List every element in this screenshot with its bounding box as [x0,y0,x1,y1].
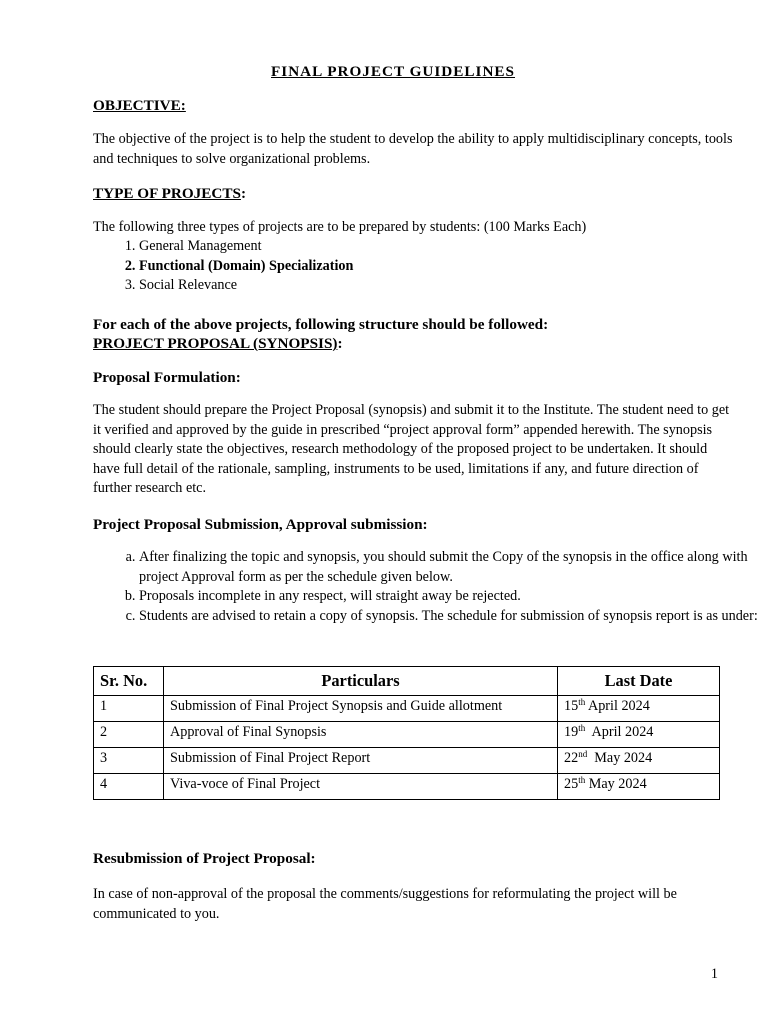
row-sr-no: 1 [94,696,164,722]
project-proposal-heading-colon: : [337,335,343,352]
row-last-date [558,722,720,748]
date-day: 25 [564,776,579,792]
date-rest: April 2024 [585,698,650,714]
date-day: 19 [564,724,579,740]
project-proposal-heading [93,334,343,354]
type-of-projects-heading-text: TYPE OF PROJECTS [93,185,241,202]
project-type-item: 2. Functional (Domain) Specialization [139,257,759,277]
submission-item: b. Proposals incomplete in any respect, will straight away be rejected. [139,587,759,607]
row-last-date [558,748,720,774]
header-sr-no: Sr. No. [94,667,164,696]
date-day: 22 [564,750,579,766]
resubmission-heading: Resubmission of Project Proposal: [93,850,316,867]
page-title: FINAL PROJECT GUIDELINES [271,63,515,80]
submission-list [100,548,759,626]
project-proposal-heading-text: PROJECT PROPOSAL (SYNOPSIS) [93,335,338,352]
objective-text: The objective of the project is to help the student to develop the ability to apply multidisciplinary concepts, tools and techniques to solve organizational problems. [93,131,733,167]
row-sr-no: 2 [94,722,164,748]
submission-item: a. After finalizing the topic and synopsis, you should submit the Copy of the synopsis in the office along with project Approval form as per the schedule given below. [139,548,759,587]
date-rest: April 2024 [585,724,654,740]
schedule-header-row [94,667,720,696]
row-particular: Submission of Final Project Synopsis and Guide allotment [164,696,558,722]
row-sr-no: 3 [94,748,164,774]
project-type-item: 1. General Management [139,237,759,257]
table-row [94,774,720,800]
project-type-item: 3. Social Relevance [139,276,759,296]
type-of-projects-heading [93,184,246,204]
type-of-projects-intro: The following three types of projects are to be prepared by students: (100 Marks Each) [93,219,587,235]
project-types-list [100,237,759,296]
date-suffix: nd [578,749,588,759]
resubmission-text: In case of non-approval of the proposal the comments/suggestions for reformulating the project will be communicated to you. [93,886,677,922]
page-number: 1 [710,966,718,982]
header-particulars: Particulars [164,667,558,696]
date-suffix: th [578,697,586,707]
row-last-date [558,696,720,722]
row-particular: Viva-voce of Final Project [164,774,558,800]
submission-item: c. Students are advised to retain a copy of synopsis. The schedule for submission of synopsis report is as under: [139,607,759,627]
row-particular: Approval of Final Synopsis [164,722,558,748]
date-suffix: th [578,723,586,733]
type-of-projects-heading-colon: : [240,185,247,202]
proposal-formulation-text: The student should prepare the Project Proposal (synopsis) and submit it to the Institute. The student need to get it verified and approved by the guide in prescribed “project approval form” appended herewith. The synopsis should clearly state the objectives, research methodology of the proposed project to be undertaken. It should have full detail of the rationale, sampling, instruments to be used, limitations if any, and future direction of further research etc. [93,402,730,496]
structure-note: For each of the above projects, following structure should be followed: [93,316,549,333]
date-rest: May 2024 [587,750,653,766]
row-sr-no: 4 [94,774,164,800]
proposal-formulation-heading: Proposal Formulation: [93,369,241,386]
objective-heading: OBJECTIVE: [93,97,186,114]
schedule-table [93,666,720,800]
date-day: 15 [564,698,579,714]
table-row [94,748,720,774]
header-last-date: Last Date [558,667,720,696]
table-row [94,696,720,722]
date-suffix: th [578,775,586,785]
submission-heading: Project Proposal Submission, Approval submission: [93,516,428,533]
date-rest: May 2024 [585,776,647,792]
table-row [94,722,720,748]
row-particular: Submission of Final Project Report [164,748,558,774]
row-last-date [558,774,720,800]
